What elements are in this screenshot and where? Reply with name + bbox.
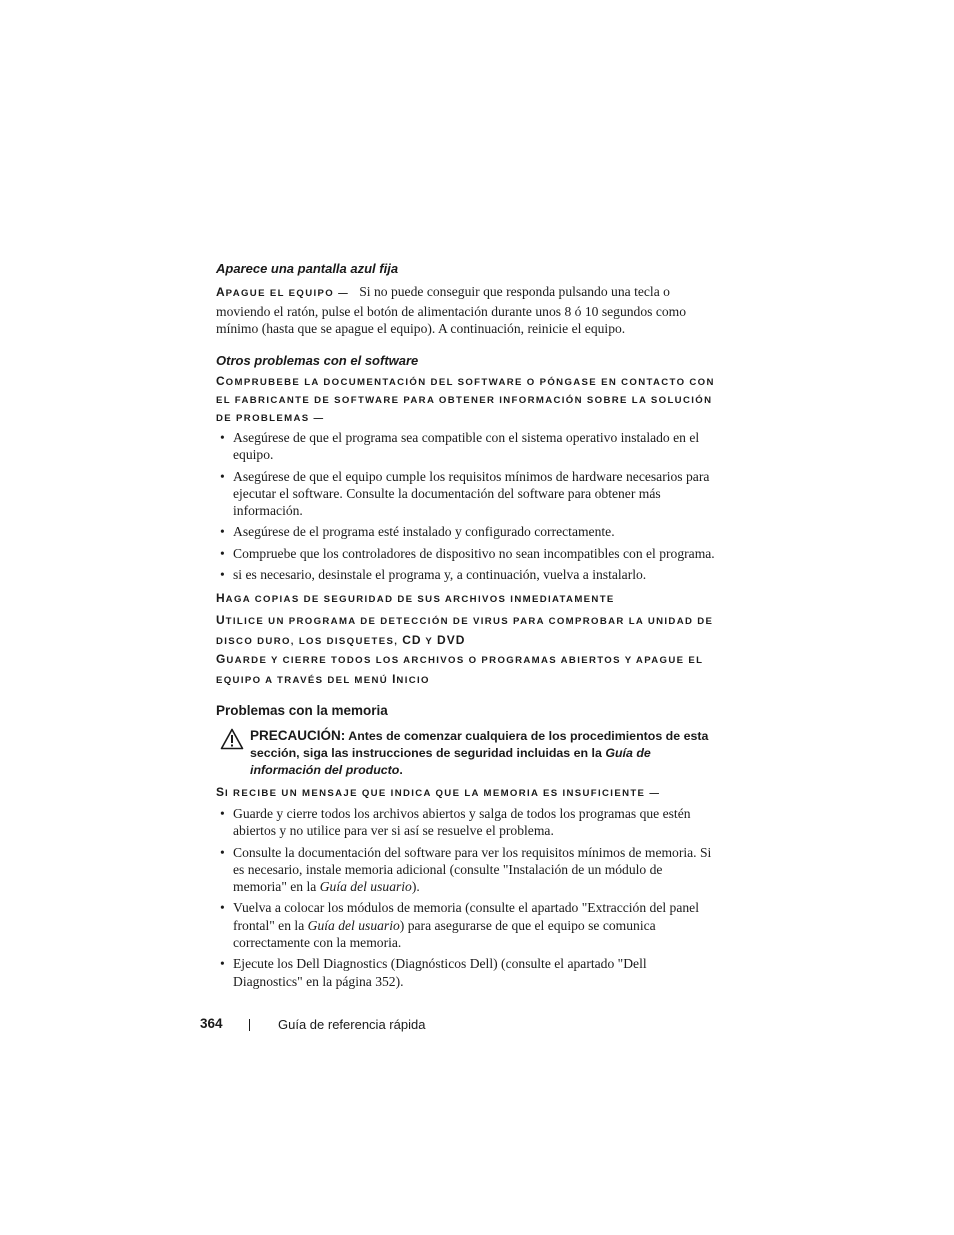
list-item: • Compruebe que los controladores de dispositivo no sean incompatibles con el programa. xyxy=(220,545,715,561)
list-item: • Ejecute los Dell Diagnostics (Diagnósticos Dell) (consulte el apartado "Dell Diagnostics" en la página 352). xyxy=(220,956,647,989)
subhead-check-documentation: COMPRUBEBE LA DOCUMENTACIÓN DEL SOFTWARE O PÓNGASE EN CONTACTO CON EL FABRICANTE DE SOFTWARE PARA OBTENER INFORMACIÓN SOBRE LA SOLUCIÓN DE PROBLEMAS — xyxy=(216,374,715,424)
page-number: 364 xyxy=(200,1016,223,1031)
list-item: • Consulte la documentación del software para ver los requisitos mínimos de memoria. Si es necesario, instale memoria adicional (consulte "Instalación de un módulo de memoria" en la Guía del usuario). xyxy=(220,844,712,895)
software-bullet-list xyxy=(216,429,719,583)
section-heading-blue-screen: Aparece una pantalla azul fija xyxy=(216,261,399,276)
footer-separator xyxy=(249,1019,250,1031)
footer-title: Guía de referencia rápida xyxy=(278,1017,426,1032)
section-heading-software: Otros problemas con el software xyxy=(216,353,419,368)
subhead-insufficient-memory: SI RECIBE UN MENSAJE QUE INDICA QUE LA MEMORIA ES INSUFICIENTE — xyxy=(216,785,661,799)
paragraph-text: Si no puede conseguir que responda pulsando una tecla o moviendo el ratón, pulse el botón de alimentación durante unos 8 ó 10 segundos como mínimo (hasta que se apague el equipo). A continuación, reinicie el equipo. xyxy=(216,284,687,337)
list-item: • Asegúrese de que el equipo cumple los requisitos mínimos de hardware necesarios para ejecutar el software. Consulte la documentación del software para obtener más información. xyxy=(220,468,710,519)
memory-bullet-list xyxy=(216,805,719,990)
caution-label: PRECAUCIÓN: xyxy=(250,728,346,743)
section-heading-memory: Problemas con la memoria xyxy=(216,703,388,718)
list-item: • Asegúrese de el programa esté instalado y configurado correctamente. xyxy=(220,524,615,540)
list-item: • Asegúrese de que el programa sea compatible con el sistema operativo instalado en el equipo. xyxy=(220,430,700,463)
subhead-turn-off: APAGUE EL EQUIPO — xyxy=(216,285,350,299)
paragraph-blue-screen xyxy=(216,283,716,338)
list-item: • Vuelva a colocar los módulos de memoria (consulte el apartado "Extracción del panel frontal" en la Guía del usuario) para asegurarse de que el equipo se comunica correctamente con la memoria. xyxy=(220,900,699,951)
subhead-save-close: GUARDE Y CIERRE TODOS LOS ARCHIVOS O PROGRAMAS ABIERTOS Y APAGUE EL EQUIPO A TRAVÉS DEL MENÚ INICIO xyxy=(216,652,704,686)
subhead-virus-scan: UTILICE UN PROGRAMA DE DETECCIÓN DE VIRUS PARA COMPROBAR LA UNIDAD DE DISCO DURO, LOS DISQUETES, CD Y DVD xyxy=(216,613,714,647)
warning-triangle-icon xyxy=(220,728,244,750)
subhead-backup: HAGA COPIAS DE SEGURIDAD DE SUS ARCHIVOS INMEDIATAMENTE xyxy=(216,591,615,605)
list-item: • si es necesario, desinstale el programa y, a continuación, vuelva a instalarlo. xyxy=(220,567,647,583)
list-item: • Guarde y cierre todos los archivos abiertos y salga de todos los programas que estén abiertos y no utilice para ver si así se resuelve el problema. xyxy=(220,806,691,839)
caution-note: PRECAUCIÓN: Antes de comenzar cualquiera de los procedimientos de esta sección, siga las instrucciones de seguridad incluidas en la Guía de información del producto. xyxy=(250,728,709,777)
